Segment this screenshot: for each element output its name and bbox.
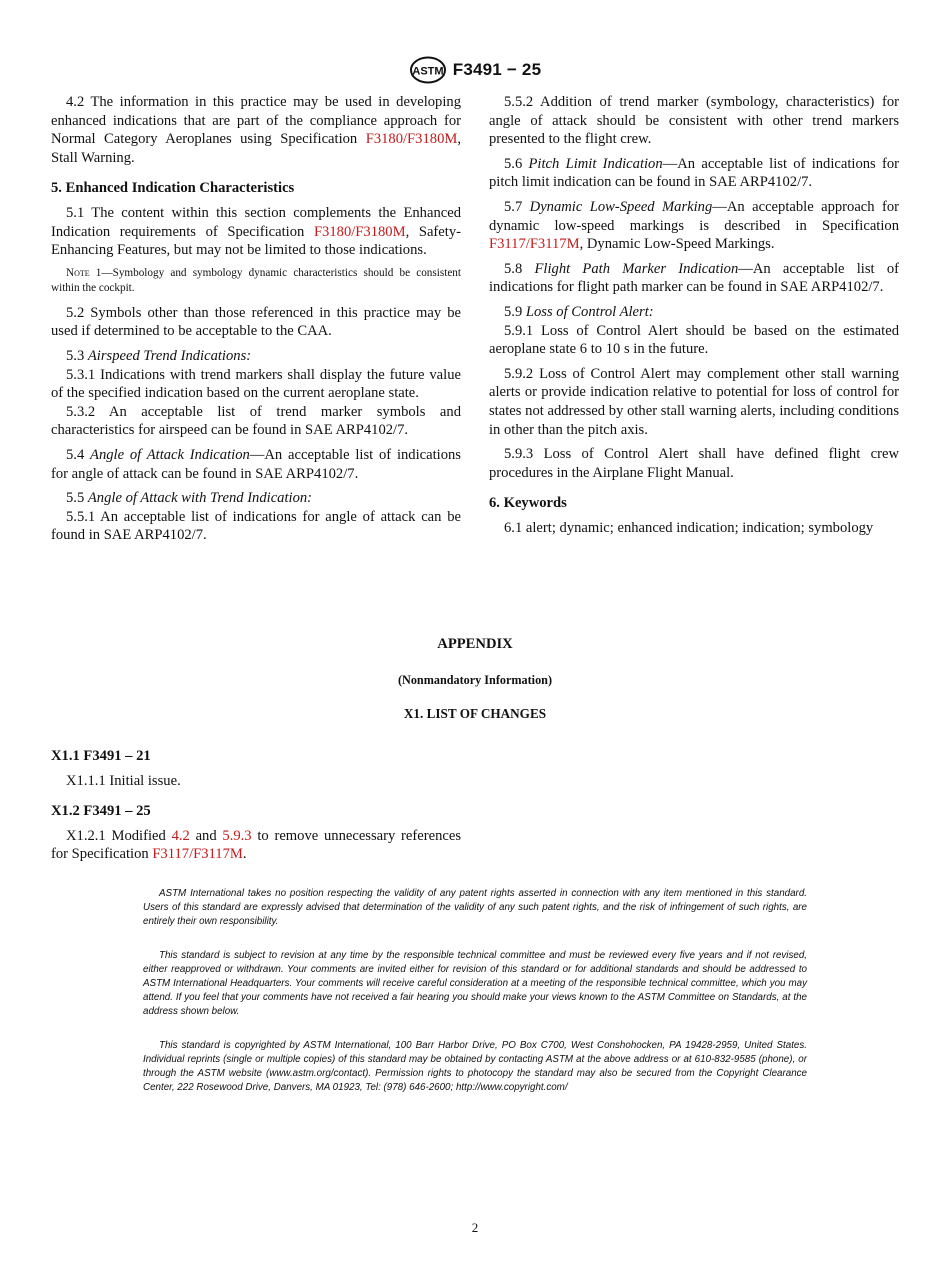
link-5-9-3[interactable]: 5.9.3 xyxy=(222,827,252,844)
x1-2-1: X1.2.1 Modified 4.2 and 5.9.3 to remove unnecessary references for Specification F3117/F3117M. xyxy=(51,827,461,863)
paragraph-5-9-3: 5.9.3 Loss of Control Alert shall have defined flight crew procedures in the Airplane Flight Manual. xyxy=(489,446,899,481)
list-of-changes xyxy=(51,747,461,876)
disclaimer-patent: ASTM International takes no position respecting the validity of any patent rights asserted in connection with any item mentioned in this standard. Users of this standard are expressly advised that determination of the validity of any such patent rights, and the risk of infringement of such rights, are entirely their own responsibility. xyxy=(143,888,807,927)
paragraph-5-6: 5.6 Pitch Limit Indication—An acceptable list of indications for pitch limit indication can be found in SAE ARP4102/7. xyxy=(489,155,900,191)
paragraph-5-5-1: 5.5.1 An acceptable list of indications for angle of attack can be found in SAE ARP4102/7. xyxy=(51,508,461,544)
section-5-heading: 5. Enhanced Indication Characteristics xyxy=(51,180,295,197)
astm-disclaimer xyxy=(143,887,807,1115)
paragraph-5-9-2: 5.9.2 Loss of Control Alert may complement other stall warning alerts or provide indication relative to potential for loss of control for states not addressed by other stall warning alerts, including conditions in other than the pitch axis. xyxy=(489,365,899,438)
x1-1-heading: X1.1 F3491 – 21 xyxy=(51,748,151,764)
left-column xyxy=(51,93,461,551)
paragraph-5-2: 5.2 Symbols other than those referenced in this practice may be used if determined to be acceptable to the CAA. xyxy=(51,304,461,340)
x1-2-heading: X1.2 F3491 – 25 xyxy=(51,803,151,820)
paragraph-5-3: 5.3 Airspeed Trend Indications: xyxy=(66,347,252,364)
link-4-2[interactable]: 4.2 xyxy=(171,827,190,844)
disclaimer-copyright: This standard is copyrighted by ASTM International, 100 Barr Harbor Drive, PO Box C700, West Conshohocken, PA 19428-2959, United States. Individual reprints (single or multiple copies) of this standard may be obtained by contacting ASTM at the above address or at 610-832-9585 (phone), or through the ASTM website (www.astm.org/contact). Permission rights to photocopy the standard may also be secured from the Copyright Clearance Center, 222 Rosewood Drive, Danvers, MA 01923, Tel: (978) 646-2600; http://www.copyright.com/ xyxy=(143,1040,807,1093)
paragraph-5-8: 5.8 Flight Path Marker Indication—An acceptable list of indications for flight path marker can be found in SAE ARP4102/7. xyxy=(489,260,900,296)
astm-logo-icon xyxy=(409,56,447,84)
x1-1-1: X1.1.1 Initial issue. xyxy=(66,772,181,789)
paragraph-6-1: 6.1 alert; dynamic; enhanced indication; indication; symbology xyxy=(504,519,874,536)
link-f3180[interactable]: F3180/F3180M xyxy=(365,131,458,148)
list-of-changes-heading: X1. LIST OF CHANGES xyxy=(403,706,547,721)
paragraph-5-3-1: 5.3.1 Indications with trend markers shall display the future value of the specified indication based on the current aeroplane state. xyxy=(51,366,461,402)
paragraph-5-5: 5.5 Angle of Attack with Trend Indication: xyxy=(66,490,313,507)
paragraph-5-9: 5.9 Loss of Control Alert: xyxy=(504,303,654,320)
paragraph-5-4: 5.4 Angle of Attack Indication—An acceptable list of indications for angle of attack can be found in SAE ARP4102/7. xyxy=(51,446,461,482)
link-f3180-2[interactable]: F3180/F3180M xyxy=(313,223,406,240)
appendix-header xyxy=(0,636,950,722)
paragraph-5-3-2: 5.3.2 An acceptable list of trend marker symbols and characteristics for airspeed can be found in SAE ARP4102/7. xyxy=(51,403,461,439)
right-column xyxy=(489,93,899,543)
paragraph-5-5-2: 5.5.2 Addition of trend marker (symbology, characteristics) for angle of attack should be consistent with other trend markers presented to the flight crew. xyxy=(489,94,899,148)
page-header xyxy=(0,56,950,84)
document-number: F3491 − 25 xyxy=(452,60,542,79)
disclaimer-revision: This standard is subject to revision at any time by the responsible technical committee and must be reviewed every five years and if not revised, either reapproved or withdrawn. Your comments are invited either for revision of this standard or for additional standards and should be addressed to ASTM International Headquarters. Your comments will receive careful consideration at a meeting of the responsible technical committee, which you may attend. If you feel that your comments have not received a fair hearing you should make your views known to the ASTM Committee on Standards, at the address shown below. xyxy=(143,950,807,1017)
page-number: 2 xyxy=(471,1220,479,1235)
svg-text:ASTM: ASTM xyxy=(412,65,444,78)
paragraph-5-9-1: 5.9.1 Loss of Control Alert should be based on the estimated aeroplane state 6 to 10 s in the future. xyxy=(489,322,899,358)
appendix-subtitle: (Nonmandatory Information) xyxy=(397,673,553,687)
section-6-heading: 6. Keywords xyxy=(489,495,567,512)
link-f3117[interactable]: F3117/F3117M xyxy=(489,236,580,253)
paragraph-5-1: 5.1 The content within this section complements the Enhanced Indication requirements of Specification F3180/F3180M, Safety-Enhancing Features, but may not be limited to those indications. xyxy=(51,204,461,259)
link-f3117-2[interactable]: F3117/F3117M xyxy=(152,846,243,863)
note-1: Note 1—Symbology and symbology dynamic characteristics should be consistent within the cockpit. xyxy=(51,266,461,294)
appendix-title: APPENDIX xyxy=(437,636,513,652)
paragraph-5-7: 5.7 Dynamic Low-Speed Marking—An acceptable approach for dynamic low-speed markings is described in Specification F3117/F3117M, Dynamic Low-Speed Markings. xyxy=(489,198,900,253)
paragraph-4-2: 4.2 The information in this practice may be used in developing enhanced indications that are part of the compliance approach for Normal Category Aeroplanes using Specification F3180/F3180M, Stall Warning. xyxy=(51,94,461,166)
